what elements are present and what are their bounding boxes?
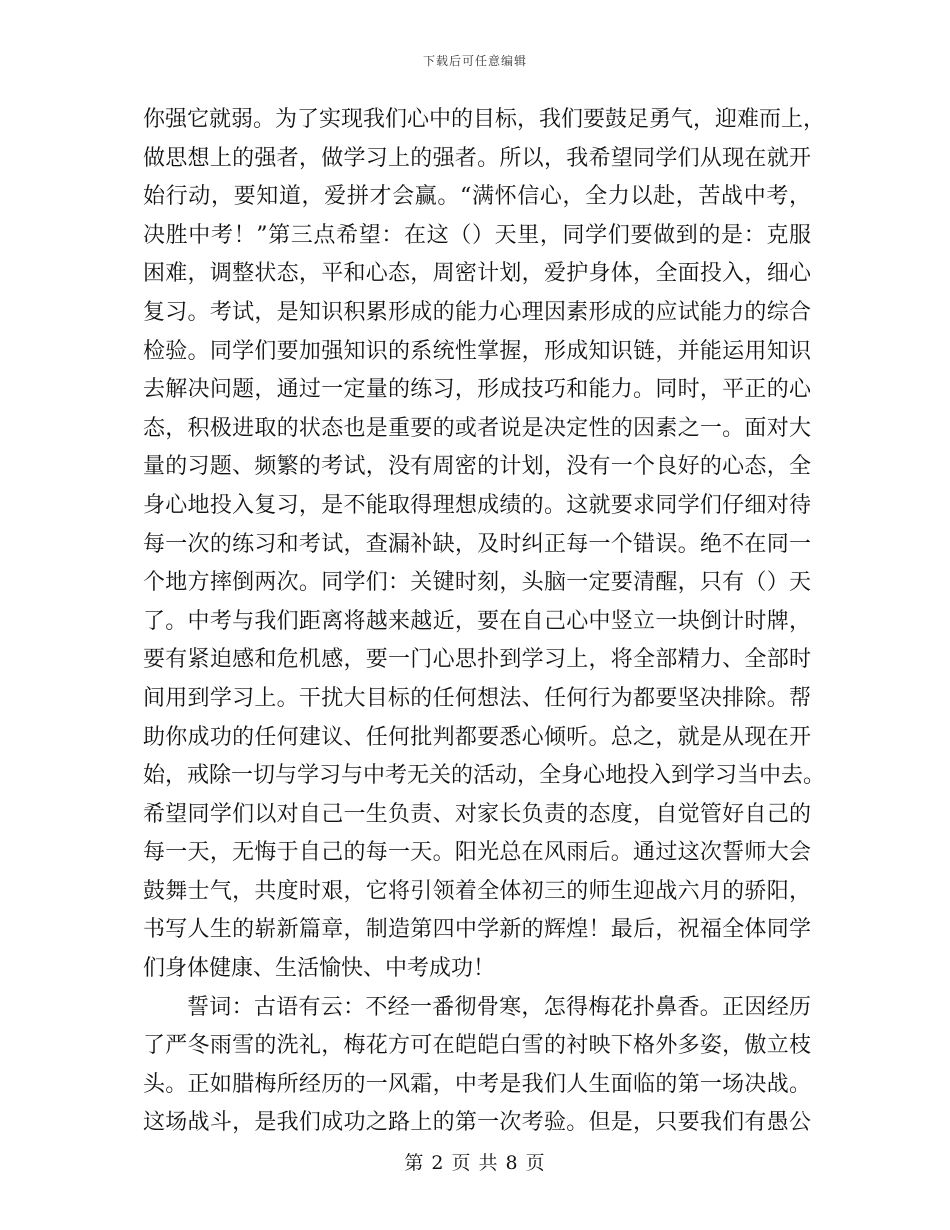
text-line: 个地方摔倒两次。同学们：关键时刻，头脑一定要清醒，只有（）天: [143, 570, 811, 596]
document-body: [143, 101, 826, 1143]
text-line: 每一次的练习和考试，查漏补缺，及时纠正每一个错误。绝不在同一: [143, 531, 811, 557]
text-line: 做思想上的强者，做学习上的强者。所以，我希望同学们从现在就开: [143, 145, 811, 171]
text-line: 鼓舞士气，共度时艰，它将引领着全体初三的师生迎战六月的骄阳，: [143, 878, 811, 904]
text-line: 每一天，无悔于自己的每一天。阳光总在风雨后。通过这次誓师大会: [143, 840, 811, 866]
text-line: 困难，调整状态，平和心态，周密计划，爱护身体，全面投入，细心: [143, 261, 811, 287]
text-line: 希望同学们以对自己一生负责、对家长负责的态度，自觉管好自己的: [143, 801, 811, 827]
text-line: 始，戒除一切与学习与中考无关的活动，全身心地投入到学习当中去。: [143, 763, 826, 789]
text-line: 始行动，要知道，爱拼才会赢。“满怀信心，全力以赴，苦战中考，: [143, 184, 811, 210]
text-line: 复习。考试，是知识积累形成的能力心理因素形成的应试能力的综合: [143, 299, 811, 325]
text-line: 头。正如腊梅所经历的一风霜，中考是我们人生面临的第一场决战。: [143, 1071, 811, 1097]
page-footer: 第 2 页 共 8 页: [404, 1152, 546, 1174]
text-line: 助你成功的任何建议、任何批判都要悉心倾听。总之，就是从现在开: [143, 724, 811, 750]
text-line: 量的习题、频繁的考试，没有周密的计划，没有一个良好的心态，全: [143, 454, 811, 480]
text-line: 这场战斗，是我们成功之路上的第一次考验。但是，只要我们有愚公: [143, 1110, 811, 1136]
text-line: 书写人生的崭新篇章，制造第四中学新的辉煌！最后，祝福全体同学: [143, 917, 811, 943]
text-line: 决胜中考！”第三点希望：在这（）天里，同学们要做到的是：克服: [143, 222, 811, 248]
page-header: 下载后可任意编辑: [422, 54, 527, 68]
paragraph-start-line: 誓词：古语有云：不经一番彻骨寒，怎得梅花扑鼻香。正因经历: [187, 994, 811, 1020]
text-line: 了。中考与我们距离将越来越近，要在自己心中竖立一块倒计时牌，: [143, 608, 811, 634]
text-line: 你强它就弱。为了实现我们心中的目标，我们要鼓足勇气，迎难而上，: [143, 107, 826, 132]
text-line: 身心地投入复习，是不能取得理想成绩的。这就要求同学们仔细对待: [143, 492, 811, 518]
text-line: 检验。同学们要加强知识的系统性掌握，形成知识链，并能运用知识: [143, 338, 811, 364]
text-line: 要有紧迫感和危机感，要一门心思扑到学习上，将全部精力、全部时: [143, 647, 811, 673]
text-line: 间用到学习上。干扰大目标的任何想法、任何行为都要坚决排除。帮: [143, 685, 811, 711]
text-line: 去解决问题，通过一定量的练习，形成技巧和能力。同时，平正的心: [143, 377, 811, 403]
text-line: 了严冬雨雪的洗礼，梅花方可在皑皑白雪的衬映下格外多姿，傲立枝: [143, 1033, 811, 1059]
paragraph-end-line: 们身体健康、生活愉快、中考成功！: [143, 956, 496, 982]
text-line: 态，积极进取的状态也是重要的或者说是决定性的因素之一。面对大: [143, 415, 811, 441]
